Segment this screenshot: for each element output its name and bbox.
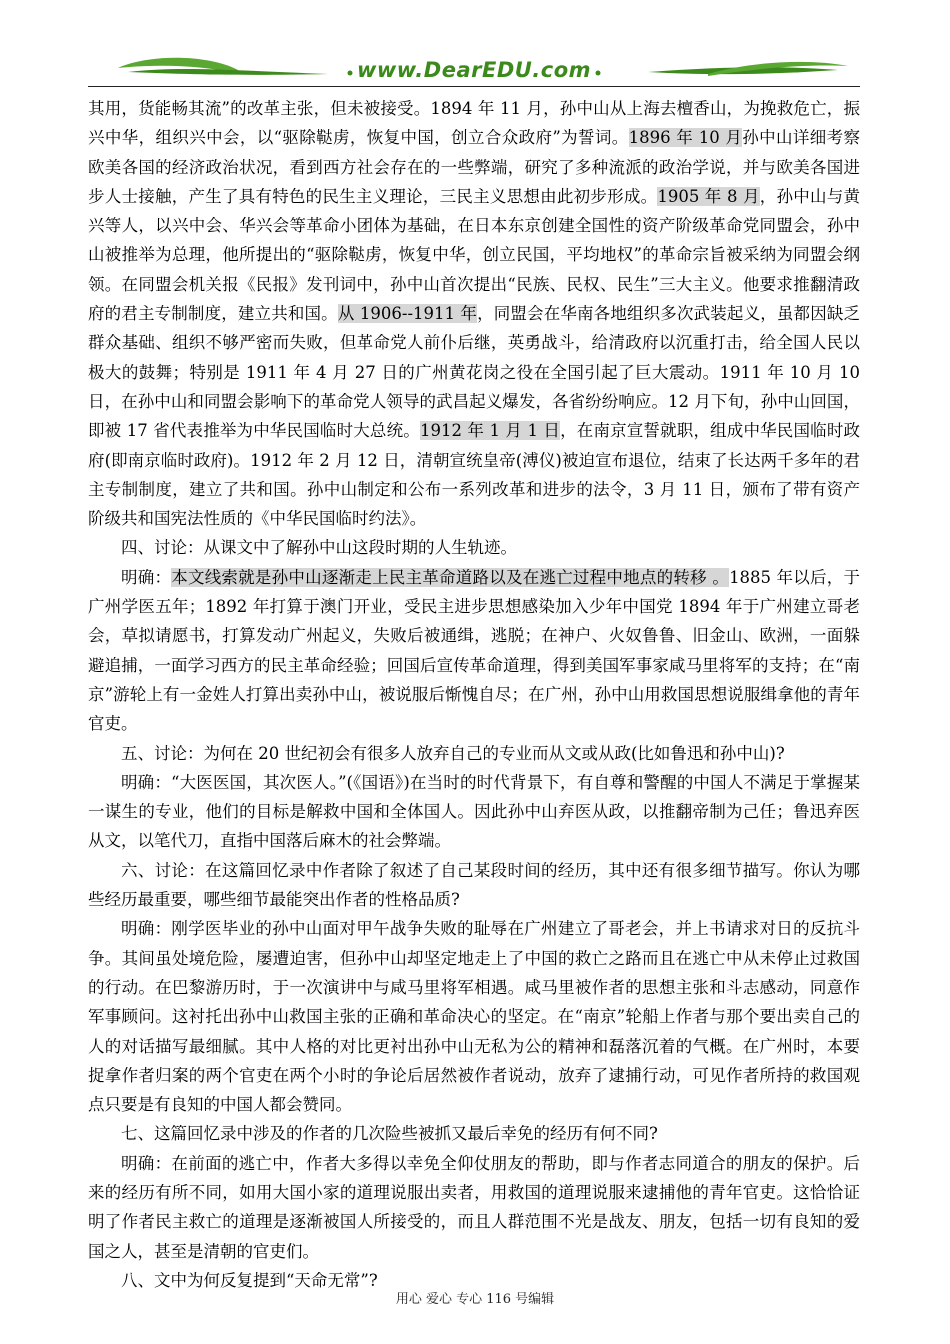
text-segment: 五、讨论：为何在 20 世纪初会有很多人放弃自己的专业而从文或从政(比如鲁迅和孙中山)? (121, 743, 785, 763)
paragraph (88, 1119, 860, 1148)
highlighted-text: 从 1906--1911 年 (337, 304, 478, 324)
text-segment: 明确： (121, 567, 172, 587)
site-url[interactable]: www.DearEDU.com (356, 58, 592, 82)
page-footer: 用心 爱心 专心 116 号编辑 (395, 1292, 555, 1307)
text-segment: 六、讨论：在这篇回忆录中作者除了叙述了自己某段时间的经历，其中还有很多细节描写。你认为哪些经历最重要，哪些细节最能突出作者的性格品质? (88, 860, 860, 910)
document-body (88, 94, 860, 1295)
paragraph (88, 533, 860, 562)
highlighted-text: 1896 年 10 月 (628, 128, 743, 148)
text-segment: ，孙中山与黄兴等人，以兴中会、华兴会等革命小团体为基础，在日本东京创建全国性的资产阶级革命党同盟会，孙中山被推举为总理，他所提出的“驱除鞑虏，恢复中华，创立民国，平均地权”的革命宗旨被采纳为同盟会纲领。在同盟会机关报《民报》发刊词中，孙中山首次提出“民族、民权、民生”三大主义。他要求推翻清政府的君主专制制度，建立共和国。 (88, 186, 861, 324)
header-rule (88, 86, 860, 87)
text-segment: ，同盟会在华南各地组织多次武装起义，虽都因缺乏群众基础、组织不够严密而失败，但革命党人前仆后继，英勇战斗，给清政府以沉重打击，给全国人民以极大的鼓舞；特别是 1911 年 4 月 27 日的广州黄花岗之役在全国引起了巨大震动。1911 年 10 月 10 日，在孙中山和同盟会影响下的革命党人领导的武昌起义爆发，各省纷纷响应。12 月下旬，孙中山回国，即被 17 省代表推举为中华民国临时大总统。 (88, 304, 861, 441)
text-segment: 1885 年以后，于广州学医五年；1892 年打算于澳门开业，受民主进步思想感染加入少年中国党 1894 年于广州建立哥老会，草拟请愿书，打算发动广州起义，失败后被通缉，逃脱；在神户、火奴鲁鲁、旧金山、欧洲，一面躲避追捕，一面学习西方的民主革命经验；回国后宣传革命道理，得到美国军事家咸马里将军的支持；在“南京”游轮上有一金姓人打算出卖孙中山，被说服后惭愧自尽；在广州，孙中山用救国思想说服缉拿他的青年官吏。 (88, 567, 860, 734)
text-segment: 其用，货能畅其流”的改革主张，但未被接受。1894 年 11 月，孙中山从上海去檀香山，为挽救危亡，振兴中华，组织兴中会，以“驱除鞑虏，恢复中国，创立合众政府”为誓词。 (88, 99, 860, 148)
paragraph (88, 563, 860, 739)
text-segment: 明确：刚学医毕业的孙中山面对甲午战争失败的耻辱在广州建立了哥老会，并上书请求对日的反抗斗争。其间虽处境危险，屡遭迫害，但孙中山却坚定地走上了中国的救亡之路而且在逃亡中从未停止过救国的行动。在巴黎游历时，于一次演讲中与咸马里将军相遇。咸马里被作者的思想主张和斗志感动，同意作军事顾问。这衬托出孙中山救国主张的正确和革命决心的坚定。在“南京”轮船上作者与那个要出卖自己的人的对话描写最细腻。其中人格的对比更衬出孙中山无私为公的精神和磊落沉着的气概。在广州时，本要捉拿作者归案的两个官吏在两个小时的争论后居然被作者说动，放弃了逮捕行动，可见作者所持的救国观点只要是有良知的中国人都会赞同。 (88, 919, 860, 1115)
text-segment: ，在南京宣誓就职，组成中华民国临时政府(即南京临时政府)。1912 年 2 月 12 日，清朝宣统皇帝(溥仪)被迫宣布退位，结束了长达两千多年的君主专制制度，建立了共和国。孙中山制定和公布一系列改革和进步的法令，3 月 11 日，颁布了带有资产阶级共和国宪法性质的《中华民国临时约法》。 (88, 421, 861, 529)
text-segment: 四、讨论：从课文中了解孙中山这段时期的人生轨迹。 (121, 538, 517, 558)
text-segment: 七、这篇回忆录中涉及的作者的几次险些被抓又最后幸免的经历有何不同? (121, 1124, 658, 1144)
text-segment: 孙中山详细考察欧美各国的经济政治状况，看到西方社会存在的一些弊端，研究了多种流派的政治学说，并与欧美各国进步人士接触，产生了具有特色的民生主义理论，三民主义思想由此初步形成。 (88, 128, 861, 206)
paragraph (88, 739, 860, 768)
text-segment: 明确：在前面的逃亡中，作者大多得以幸免全仰仗朋友的帮助，即与作者志同道合的朋友的保护。后来的经历有所不同，如用大国小家的道理说服出卖者，用救国的道理说服来逮捕他的青年官吏。这恰恰证明了作者民主救亡的道理是逐渐被国人所接受的，而且人群范围不光是战友、朋友，包括一切有良知的爱国之人，甚至是清朝的官吏们。 (88, 1153, 860, 1261)
text-segment: 明确：“大医医国，其次医人。”(《国语》)在当时的时代背景下，有自尊和警醒的中国人不满足于掌握某一谋生的专业，他们的目标是解救中国和全体国人。因此孙中山弃医从政，以推翻帝制为己任；鲁迅弃医从文，以笔代刀，直指中国落后麻木的社会弊端。 (88, 772, 860, 851)
paragraph (88, 856, 860, 915)
highlighted-text: 1905 年 8 月 (657, 186, 760, 206)
paragraph (88, 768, 860, 856)
paragraph (88, 1149, 860, 1266)
paragraph (88, 914, 860, 1119)
highlighted-text: 1912 年 1 月 1 日 (419, 421, 561, 441)
text-segment: 八、文中为何反复提到“天命无常”? (121, 1270, 378, 1290)
paragraph (88, 94, 860, 533)
highlighted-text: 本文线索就是孙中山逐渐走上民主革命道路以及在逃亡过程中地点的转移 。 (171, 567, 730, 587)
